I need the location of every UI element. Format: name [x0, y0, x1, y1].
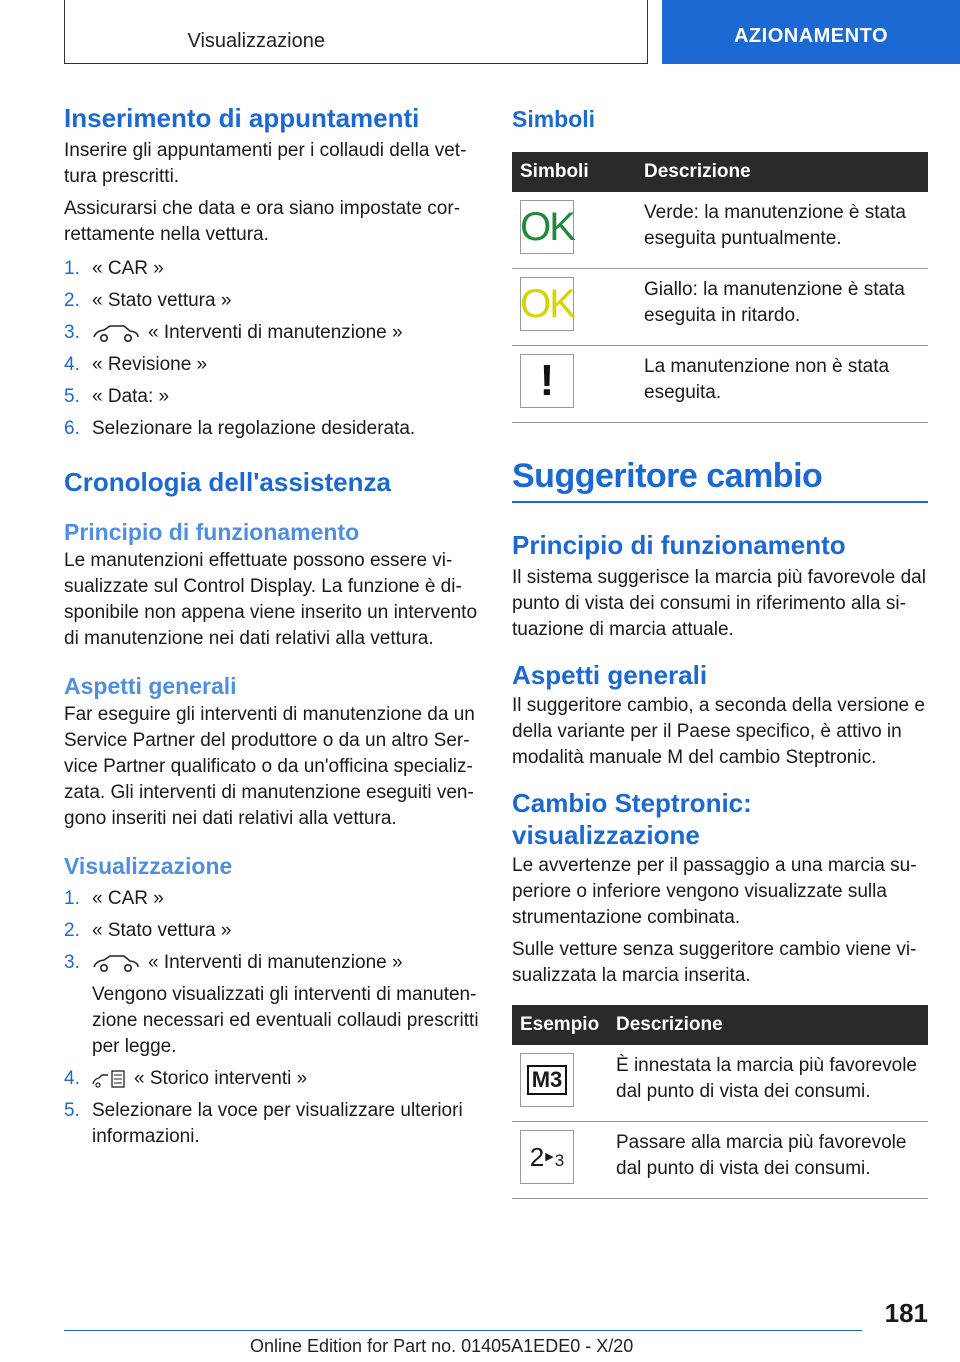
- table-cell: La manutenzione non è stata eseguita.: [636, 346, 928, 423]
- subheading-display: Visualizzazione: [64, 853, 233, 879]
- heading-gear-shift: Suggeritore cambio: [512, 457, 823, 495]
- service-history-icon: [92, 1069, 126, 1089]
- list-item: 4. « Storico interventi »: [64, 1068, 308, 1089]
- list-item: 3. « Interventi di manutenzione » Vengono visualizzati gli interventi di manutenzione necessari ed eventuali collaudi prescritti per legge.: [64, 950, 480, 1060]
- chapter-tab[interactable]: AZIONAMENTO: [662, 0, 960, 64]
- header-frame: [64, 0, 648, 64]
- table-header: Esempio: [512, 1005, 608, 1045]
- paragraph: Il suggeritore cambio, a seconda della versione e della variante per il Paese specifico, è attivo in modalità manuale M del cambio Steptronic.: [512, 695, 925, 768]
- exclamation-icon: !: [520, 354, 574, 408]
- ok-yellow-icon: OK: [520, 277, 574, 331]
- table-header: Descrizione: [636, 152, 928, 192]
- list-item: 5. « Data: »: [64, 386, 170, 407]
- right-column: [512, 100, 928, 1199]
- page-number: 181: [884, 1298, 928, 1328]
- list-item: 6. Selezionare la regolazione desiderata.: [64, 418, 416, 439]
- subheading-principle: Principio di funzionamento: [512, 530, 846, 560]
- heading-symbols: Simboli: [512, 106, 596, 132]
- chapter-heading-rule: [512, 457, 928, 503]
- table-row: [512, 269, 928, 346]
- paragraph: Le avvertenze per il passaggio a una marcia superiore o inferiore vengono visualizzate sulla strumentazione combinata.: [512, 855, 917, 928]
- table-row: [512, 346, 928, 423]
- paragraph: Inserire gli appuntamenti per i collaudi della vettura prescritti.: [64, 140, 467, 187]
- subheading-principle: Principio di funzionamento: [64, 519, 360, 545]
- car-service-icon: [92, 953, 140, 973]
- list-item: 2. « Stato vettura »: [64, 920, 232, 941]
- list-item: 5. Selezionare la voce per visualizzare ulteriori informazioni.: [64, 1100, 463, 1147]
- ok-green-icon: OK: [520, 200, 574, 254]
- steps-list-appointments: [64, 256, 480, 442]
- list-item: 1. « CAR »: [64, 256, 480, 282]
- table-cell: Passare alla marcia più favorevole dal punto di vista dei consumi.: [608, 1122, 928, 1199]
- gear-2-to-3-icon: 2 ▶ 3: [520, 1130, 574, 1184]
- table-cell: Giallo: la manutenzione è stata eseguita in ritardo.: [636, 269, 928, 346]
- subheading-steptronic: Cambio Steptronic: visualizzazione: [512, 788, 752, 850]
- footer-edition: Online Edition for Part no. 01405A1EDE0 - X/20: [250, 1336, 634, 1356]
- menu-path-car: « CAR »: [92, 258, 164, 279]
- list-item: 1. « CAR »: [64, 888, 164, 909]
- paragraph: Le manutenzioni effettuate possono essere visualizzate sul Control Display. La funzione è disponibile non appena viene inserito un intervento di manutenzione nei dati relativi alla vettura.: [64, 550, 478, 649]
- subheading-general: Aspetti generali: [64, 673, 237, 699]
- steps-list-history: [64, 886, 480, 1150]
- heading-appointments: Inserimento di appuntamenti: [64, 103, 420, 133]
- list-item: 4. « Revisione »: [64, 354, 208, 375]
- heading-service-history: Cronologia dell'assistenza: [64, 467, 391, 497]
- table-row: [512, 1122, 928, 1199]
- table-cell: Verde: la manutenzione è stata eseguita puntualmente.: [636, 192, 928, 269]
- symbols-table: [512, 152, 928, 423]
- paragraph: Il sistema suggerisce la marcia più favorevole dal punto di vista dei consumi in riferimento alla situazione di marcia attuale.: [512, 567, 926, 640]
- subheading-general: Aspetti generali: [512, 660, 708, 690]
- table-cell: È innestata la marcia più favorevole dal punto di vista dei consumi.: [608, 1045, 928, 1122]
- paragraph: Far eseguire gli interventi di manutenzione da un Service Partner del produttore o da un altro Service Partner qualificato o da un'officina specializzata. Gli interventi di manutenzione eseguiti vengono inseriti nei dati relativi alla vettura.: [64, 704, 475, 829]
- paragraph: Sulle vetture senza suggeritore cambio viene visualizzata la marcia inserita.: [512, 939, 917, 986]
- car-service-icon: [92, 323, 140, 343]
- left-column: [64, 100, 480, 1150]
- step-note: Vengono visualizzati gli interventi di manutenzione necessari ed eventuali collaudi prescritti per legge.: [92, 984, 479, 1057]
- footer-divider: [64, 1330, 862, 1331]
- paragraph: Assicurarsi che data e ora siano impostate correttamente nella vettura.: [64, 198, 461, 245]
- gear-m3-icon: M3: [520, 1053, 574, 1107]
- table-header: Simboli: [512, 152, 636, 192]
- table-row: [512, 192, 928, 269]
- table-row: [512, 1045, 928, 1122]
- section-title: Visualizzazione: [187, 30, 325, 52]
- list-item: 3. « Interventi di manutenzione »: [64, 322, 403, 343]
- table-header: Descrizione: [608, 1005, 928, 1045]
- list-item: 2. « Stato vettura »: [64, 290, 232, 311]
- gear-example-table: [512, 1005, 928, 1199]
